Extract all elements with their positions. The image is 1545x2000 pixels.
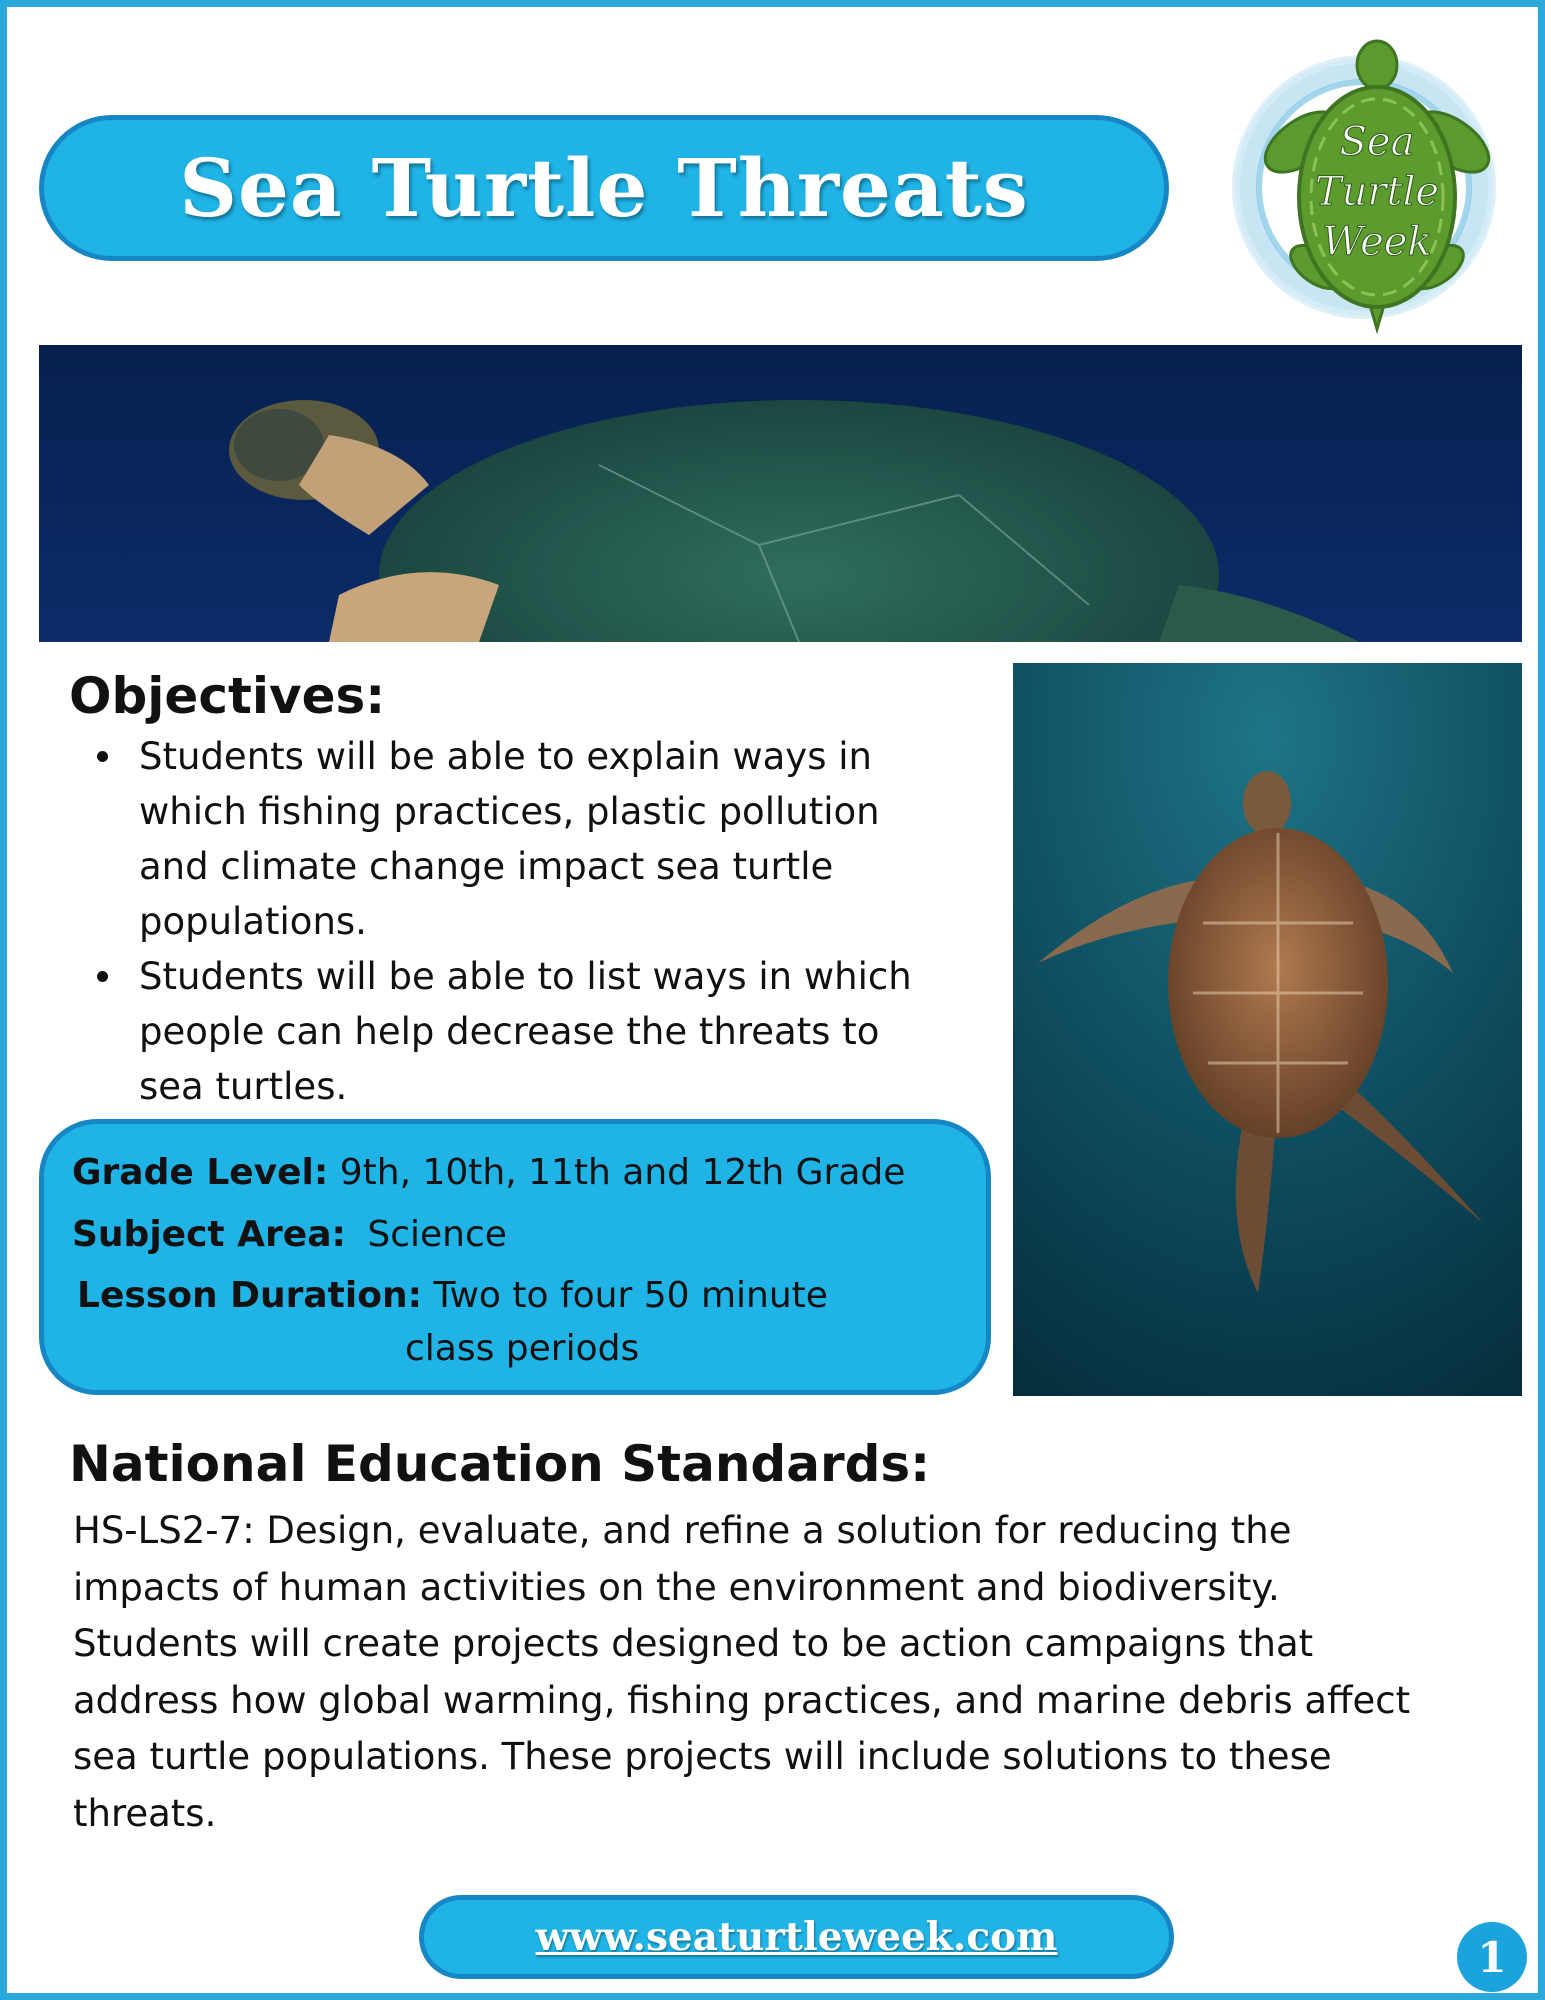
logo-text-week: Week bbox=[1322, 219, 1432, 265]
standards-line: Students will create projects designed to be action campaigns that bbox=[73, 1622, 1314, 1665]
objective-line: Students will be able to list ways in which bbox=[139, 955, 912, 998]
standards-line: sea turtle populations. These projects will include solutions to these bbox=[73, 1735, 1332, 1778]
page-title: Sea Turtle Threats bbox=[179, 141, 1029, 235]
logo-text-sea: Sea bbox=[1339, 119, 1415, 165]
standards-heading: National Education Standards: bbox=[69, 1435, 931, 1493]
subject-area-label: Subject Area: bbox=[72, 1214, 346, 1255]
lesson-duration-value: Two to four 50 minute bbox=[433, 1275, 828, 1316]
objective-item bbox=[69, 729, 969, 949]
subject-area-row bbox=[72, 1214, 507, 1255]
objective-line: Students will be able to explain ways in bbox=[139, 735, 872, 778]
grade-level-row bbox=[72, 1152, 905, 1193]
standards-line: HS-LS2-7: Design, evaluate, and refine a solution for reducing the bbox=[73, 1509, 1292, 1552]
subject-area-value: Science bbox=[367, 1214, 507, 1255]
standards-line: address how global warming, fishing practices, and marine debris affect bbox=[73, 1678, 1411, 1722]
banner-turtle-photo bbox=[39, 345, 1522, 642]
bullet-icon bbox=[97, 751, 108, 762]
objectives-list bbox=[69, 729, 969, 1114]
lesson-duration-row bbox=[77, 1275, 828, 1316]
objective-line: populations. bbox=[139, 900, 367, 943]
standards-line: threats. bbox=[73, 1791, 217, 1835]
objective-line: sea turtles. bbox=[139, 1065, 348, 1108]
bullet-icon bbox=[97, 971, 108, 982]
grade-level-label: Grade Level: bbox=[72, 1152, 329, 1193]
lesson-duration-label: Lesson Duration: bbox=[77, 1275, 422, 1316]
swimming-turtle-photo bbox=[1013, 663, 1522, 1396]
footer-banner bbox=[419, 1895, 1174, 1979]
lesson-duration-value-cont: class periods bbox=[405, 1328, 640, 1369]
logo-text-turtle: Turtle bbox=[1314, 169, 1440, 215]
standards-line: impacts of human activities on the environment and biodiversity. bbox=[73, 1565, 1280, 1609]
title-banner bbox=[39, 115, 1169, 261]
sea-turtle-week-logo bbox=[1222, 37, 1522, 337]
objective-line: people can help decrease the threats to bbox=[139, 1010, 880, 1053]
objective-line: and climate change impact sea turtle bbox=[139, 845, 834, 888]
lesson-info-box bbox=[39, 1119, 991, 1395]
objective-line: which fishing practices, plastic pollution bbox=[139, 790, 880, 833]
objectives-heading: Objectives: bbox=[69, 667, 386, 725]
grade-level-value: 9th, 10th, 11th and 12th Grade bbox=[339, 1152, 906, 1193]
website-link[interactable]: www.seaturtleweek.com bbox=[535, 1914, 1058, 1960]
page-number-badge: 1 bbox=[1457, 1922, 1527, 1992]
standards-text bbox=[73, 1503, 1513, 1842]
objective-item bbox=[69, 949, 969, 1114]
